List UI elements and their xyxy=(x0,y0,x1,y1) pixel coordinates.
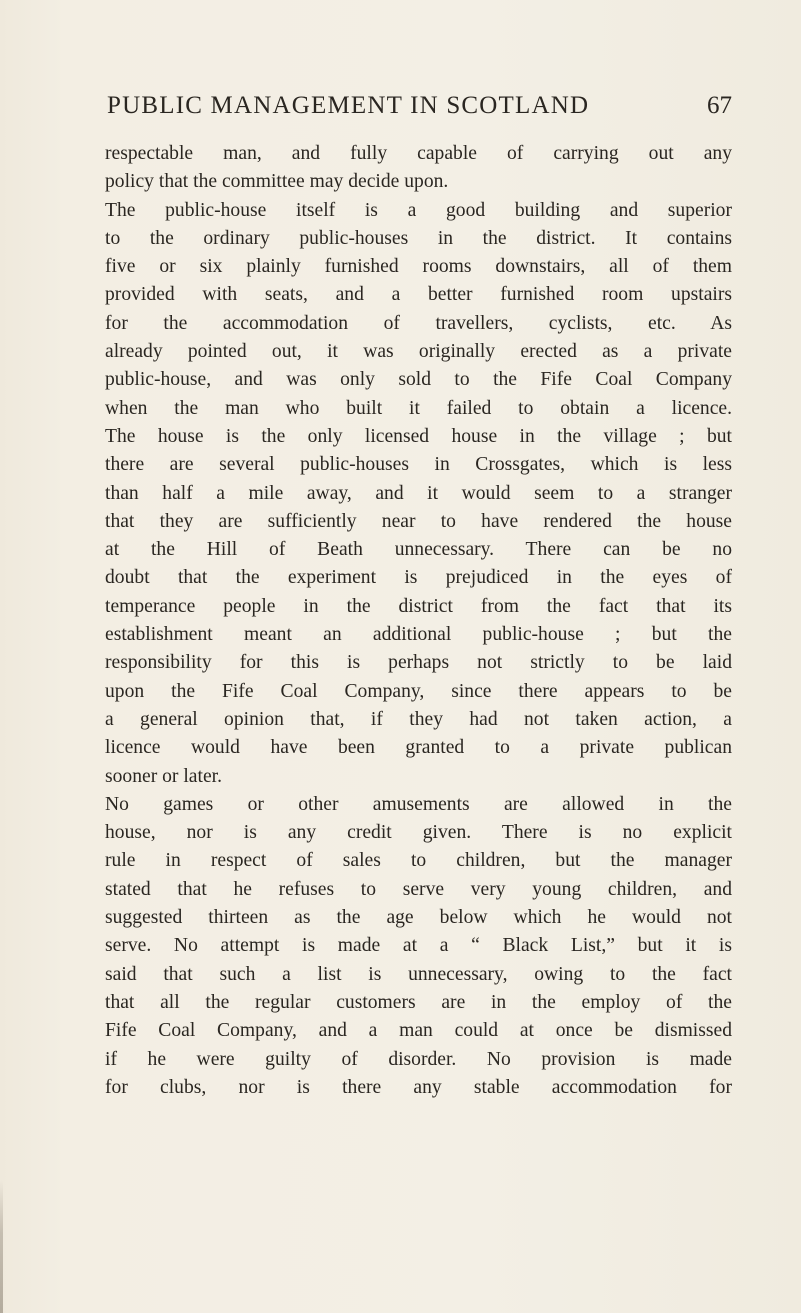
text-line: public-house, and was only sold to the Fife Coal Company xyxy=(105,369,732,391)
text-line: already pointed out, it was originally erected as a private xyxy=(105,341,732,363)
text-line: provided with seats, and a better furnished room upstairs xyxy=(105,284,732,306)
text-line: rule in respect of sales to children, but the manager xyxy=(105,850,732,872)
text-line: responsibility for this is perhaps not strictly to be laid xyxy=(105,652,732,674)
running-head xyxy=(105,88,732,124)
text-line: sooner or later. xyxy=(105,765,222,787)
text-line: that all the regular customers are in the employ of the xyxy=(105,991,732,1013)
running-title: PUBLIC MANAGEMENT IN SCOTLAND xyxy=(107,92,590,119)
text-line: there are several public-houses in Crossgates, which is less xyxy=(105,454,732,476)
text-line: Fife Coal Company, and a man could at once be dismissed xyxy=(105,1020,732,1042)
text-line: upon the Fife Coal Company, since there appears to be xyxy=(105,680,732,702)
text-line: licence would have been granted to a private publican xyxy=(105,737,732,759)
text-line: a general opinion that, if they had not taken action, a xyxy=(105,708,732,730)
text-line: establishment meant an additional public-house ; but the xyxy=(105,624,732,646)
text-line: doubt that the experiment is prejudiced in the eyes of xyxy=(105,567,732,589)
text-line: The house is the only licensed house in the village ; but xyxy=(105,425,732,447)
text-line: than half a mile away, and it would seem to a stranger xyxy=(105,482,732,504)
text-line: said that such a list is unnecessary, owing to the fact xyxy=(105,963,732,985)
text-line: The public-house itself is a good building and superior xyxy=(105,199,732,221)
text-line: that they are sufficiently near to have rendered the house xyxy=(105,510,732,532)
text-line: to the ordinary public-houses in the district. It contains xyxy=(105,227,732,249)
text-line: for the accommodation of travellers, cyclists, etc. As xyxy=(105,312,732,334)
text-line: suggested thirteen as the age below which he would not xyxy=(105,907,732,929)
text-line: respectable man, and fully capable of carrying out any xyxy=(105,143,732,164)
text-line: policy that the committee may decide upon. xyxy=(105,171,449,193)
text-line: when the man who built it failed to obtain a licence. xyxy=(105,397,732,419)
text-line: temperance people in the district from the fact that its xyxy=(105,595,732,617)
body-text xyxy=(105,140,732,1102)
text-line: stated that he refuses to serve very young children, and xyxy=(105,878,732,900)
text-line: for clubs, nor is there any stable accommodation for xyxy=(105,1076,732,1098)
text-line: if he were guilty of disorder. No provision is made xyxy=(105,1048,732,1070)
text-line: No games or other amusements are allowed in the xyxy=(105,793,732,815)
text-line: at the Hill of Beath unnecessary. There can be no xyxy=(105,539,732,561)
text-line: house, nor is any credit given. There is no explicit xyxy=(105,822,732,844)
text-line: five or six plainly furnished rooms downstairs, all of them xyxy=(105,256,732,278)
page-number: 67 xyxy=(707,92,732,119)
page-edge-shadow xyxy=(0,1180,3,1313)
text-line: serve. No attempt is made at a “ Black List,” but it is xyxy=(105,935,732,957)
